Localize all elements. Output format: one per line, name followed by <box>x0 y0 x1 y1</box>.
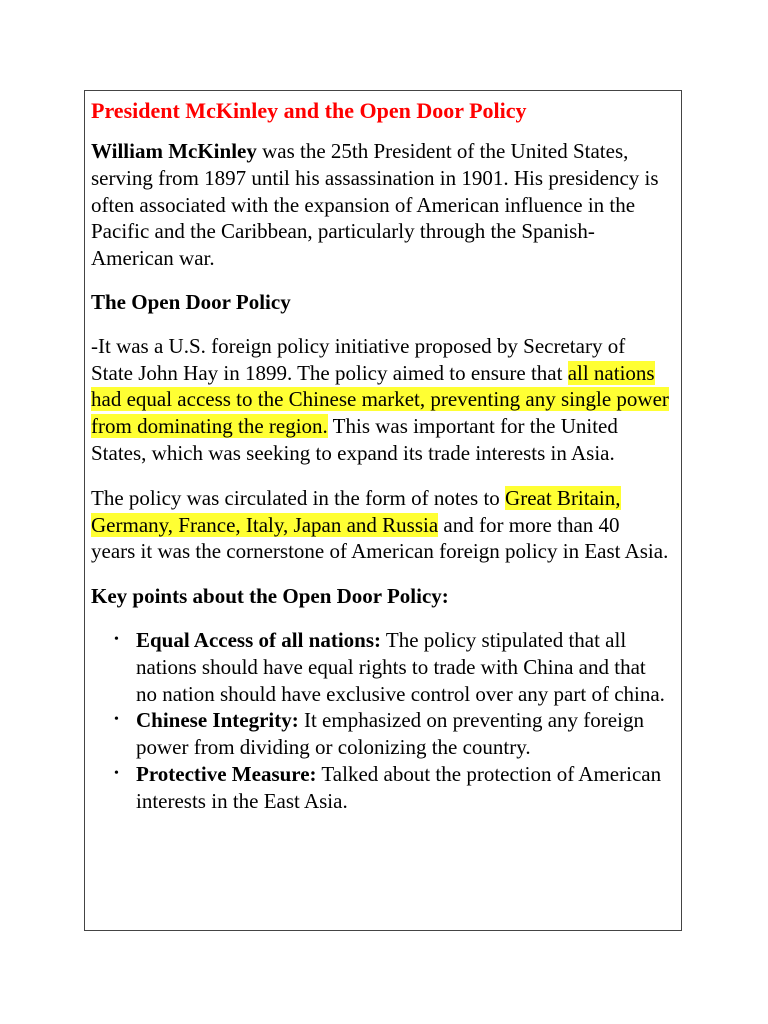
policy2-before: The policy was circulated in the form of notes to <box>91 485 506 510</box>
bullet-icon: • <box>114 631 119 647</box>
policy1-before: -It was a U.S. foreign policy initiative proposed by Secretary of State John Hay in 1899. The policy aimed to ensure that <box>91 333 626 385</box>
key-point-text: The policy stipulated that all nations should have equal rights to trade with China and that no nation should have exclusive control over any part of china. <box>136 627 665 706</box>
key-point-text: Talked about the protection of American interests in the East Asia. <box>136 761 662 813</box>
document-box <box>84 90 682 931</box>
list-item <box>91 761 669 815</box>
key-points-heading: Key points about the Open Door Policy: <box>91 584 449 609</box>
bullet-icon: • <box>114 765 119 781</box>
intro-text: was the 25th President of the United States, serving from 1897 until his assassination in 1901. His presidency is often associated with the expansion of American influence in the Pacific and the Caribbean, particularly through the Spanish-American war. <box>91 139 659 271</box>
document-title: President McKinley and the Open Door Policy <box>91 98 527 123</box>
policy1-after: This was important for the United States, which was seeking to expand its trade interests in Asia. <box>91 414 618 465</box>
key-point-label: Equal Access of all nations: <box>136 627 382 652</box>
section-heading: The Open Door Policy <box>91 289 291 314</box>
list-item <box>91 627 669 707</box>
intro-name: William McKinley <box>91 139 257 163</box>
key-points-list <box>91 627 669 815</box>
key-point-text: It emphasized on preventing any foreign power from dividing or colonizing the country. <box>136 708 644 760</box>
bullet-icon: • <box>114 712 119 728</box>
intro-paragraph <box>91 138 669 272</box>
policy-paragraph-2 <box>91 485 669 565</box>
policy1-highlight: all nations had equal access to the Chinese market, preventing any single power from dominating the region. <box>91 360 669 439</box>
key-point-label: Protective Measure: <box>136 761 317 786</box>
policy2-after: and for more than 40 years it was the cornerstone of American foreign policy in East Asia. <box>91 512 669 564</box>
policy2-highlight: Great Britain, Germany, France, Italy, Japan and Russia <box>91 485 621 537</box>
list-item <box>91 707 669 761</box>
key-point-label: Chinese Integrity: <box>136 708 299 733</box>
policy-paragraph-1 <box>91 333 669 467</box>
